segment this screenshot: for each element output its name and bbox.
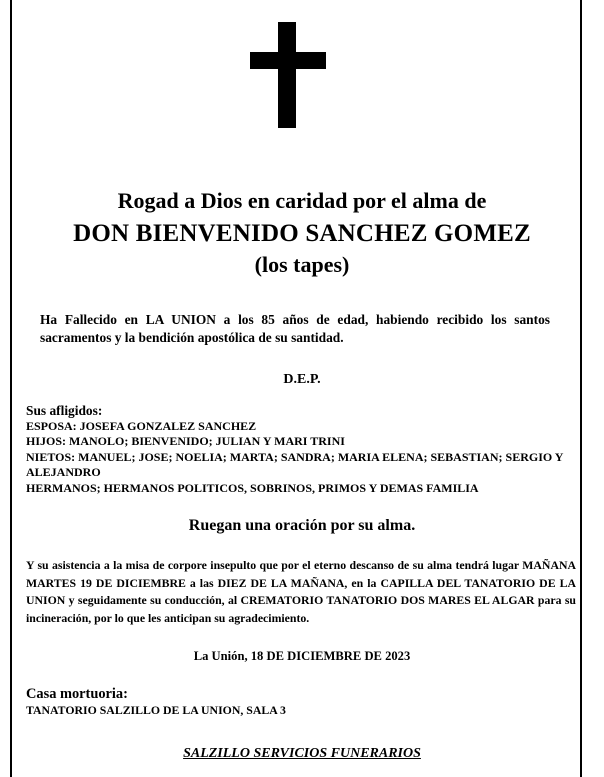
mourner-line: HERMANOS; HERMANOS POLITICOS, SOBRINOS, PRIMOS Y DEMAS FAMILIA	[26, 480, 479, 495]
mourners-heading: Sus afligidos:	[26, 403, 103, 418]
death-announcement: Ha Fallecido en LA UNION a los 85 años de edad, habiendo recibido los santos sacramentos y la bendición apostólica de su santidad.	[40, 312, 550, 345]
mourner-line: NIETOS: MANUEL; JOSE; NOELIA; MARTA; SANDRA; MARIA ELENA; SEBASTIAN; SERGIO Y ALEJANDRO	[26, 449, 563, 480]
funeral-home-name: SALZILLO SERVICIOS FUNERARIOS	[183, 746, 421, 761]
deceased-alias: (los tapes)	[254, 252, 350, 277]
mourner-line: HIJOS: MANOLO; BIENVENIDO; JULIAN Y MARI TRINI	[26, 434, 345, 449]
prayer-text: Ruegan una oración por su alma.	[188, 517, 416, 534]
dep-text: D.E.P.	[283, 372, 321, 387]
date-line: La Unión, 18 DE DICIEMBRE DE 2023	[193, 649, 411, 663]
mourners-list	[26, 403, 586, 497]
cross-icon	[0, 0, 604, 140]
deceased-name: DON BIENVENIDO SANCHEZ GOMEZ	[73, 220, 531, 247]
mourner-line: ESPOSA: JOSEFA GONZALEZ SANCHEZ	[26, 418, 257, 433]
service-details: Y su asistencia a la misa de corpore insepulto que por el eterno descanso de su alma tendrá lugar MAÑANA MARTES 19 DE DICIEMBRE a las DIEZ DE LA MAÑANA, en la CAPILLA DEL TANATORIO DE LA UNION y seguidamente su conducción, al CREMATORIO TANATORIO DOS MARES EL ALGAR para su incineración, por lo que les anticipan su agradecimiento.	[26, 558, 576, 625]
intro-text: Rogad a Dios en caridad por el alma de	[117, 188, 487, 213]
casa-mortuoria-value: TANATORIO SALZILLO DE LA UNION, SALA 3	[26, 703, 286, 717]
casa-mortuoria-label: Casa mortuoria:	[26, 686, 128, 702]
